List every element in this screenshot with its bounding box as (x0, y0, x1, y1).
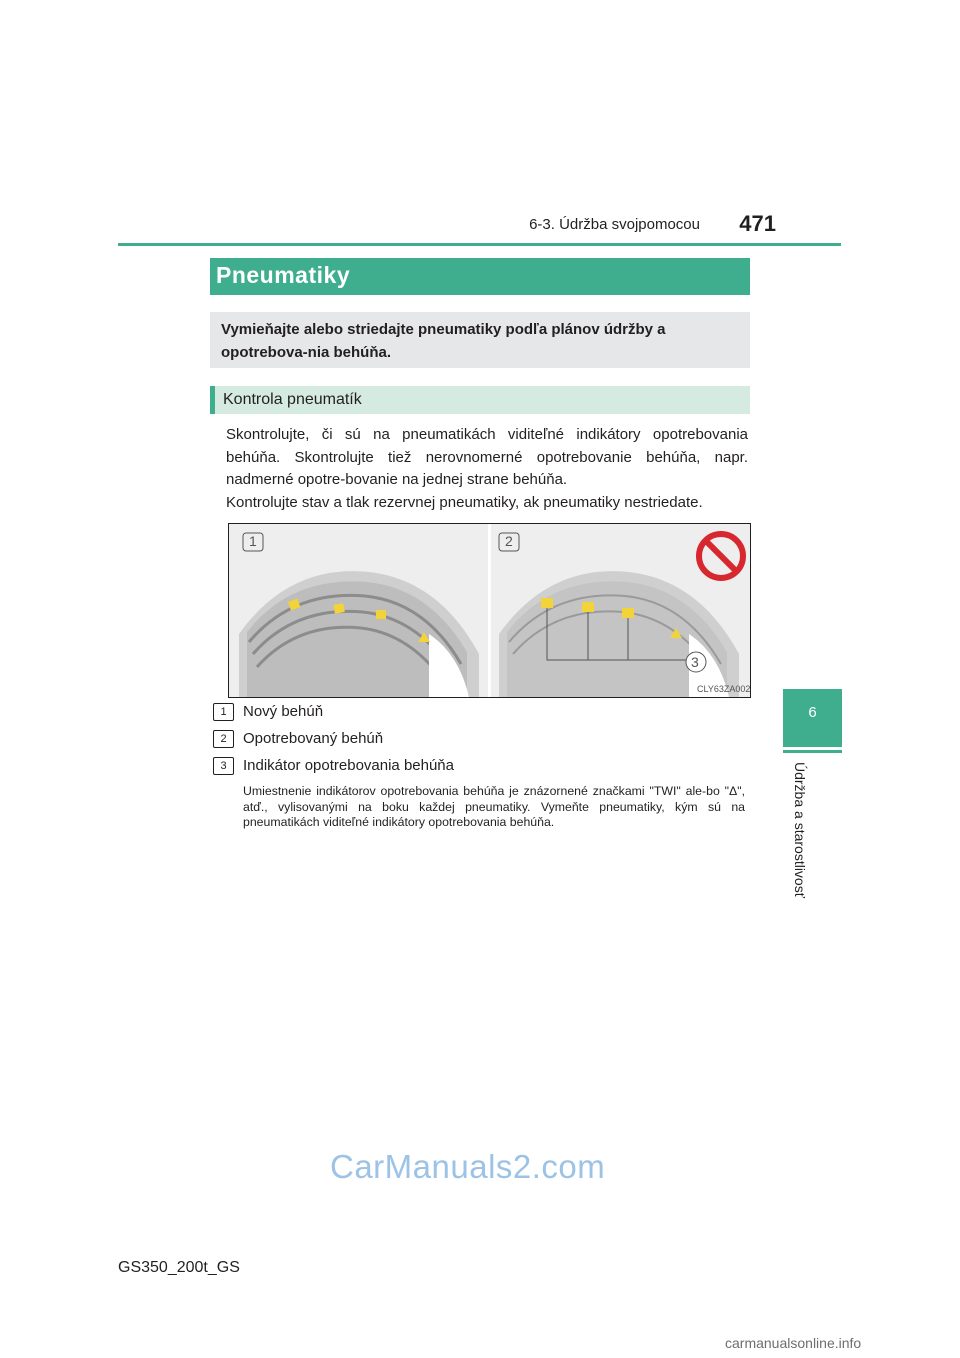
legend-number: 1 (213, 703, 234, 721)
legend-number: 2 (213, 730, 234, 748)
body-text (226, 424, 748, 514)
body-paragraph-2: Kontrolujte stav a tlak rezervnej pneumatiky, ak pneumatiky nestriedate. (226, 493, 703, 511)
chapter-rule (783, 750, 842, 753)
legend-text: Indikátor opotrebovania behúňa (243, 757, 454, 774)
bottom-watermark: carmanualsonline.info (725, 1335, 862, 1351)
legend-text: Opotrebovaný behúň (243, 730, 384, 747)
figure-callout-2: 2 (505, 533, 513, 549)
page-number: 471 (739, 211, 776, 236)
body-paragraph-1: Skontrolujte, či sú na pneumatikách viditeľné indikátory opotrebovania behúňa. Skontrolujte tiež nerovnomerné opotrebovanie behúňa, napr. nadmerné opotre-bovanie na jednej strane behúňa. (226, 426, 748, 488)
figure-callout-3: 3 (691, 654, 699, 670)
tire-illustration (228, 523, 751, 698)
watermark-text: CarManuals2.com (330, 1148, 606, 1185)
footer-model: GS350_200t_GS (118, 1259, 240, 1276)
figure-code: CLY63ZA002 (697, 684, 750, 694)
header-section-title: 6-3. Údržba svojpomocou (529, 216, 700, 233)
chapter-label-wrap (790, 762, 810, 912)
chapter-number: 6 (808, 704, 817, 721)
chapter-label: Údržba a starostlivosť (792, 762, 808, 898)
header-rule (118, 243, 841, 246)
legend-text: Nový behúň (243, 703, 324, 720)
subsection-title: Kontrola pneumatík (223, 391, 362, 408)
note-text: Umiestnenie indikátorov opotrebovania behúňa je znázornené značkami "TWI" ale-bo "Δ", atď., vylisovanými na boku každej pneumatiky. Vymeňte pneumatiky, kým sú na pneumatikách viditeľné indikátory opotrebovania behúňa. (243, 784, 745, 829)
subsection-accent (210, 386, 215, 414)
page-title: Pneumatiky (216, 262, 351, 288)
figure-callout-1: 1 (249, 533, 257, 549)
intro-text: Vymieňajte alebo striedajte pneumatiky podľa plánov údržby a opotrebova-nia behúňa. (221, 321, 666, 361)
legend-number: 3 (213, 757, 234, 775)
tire-illustration-svg (229, 524, 750, 697)
